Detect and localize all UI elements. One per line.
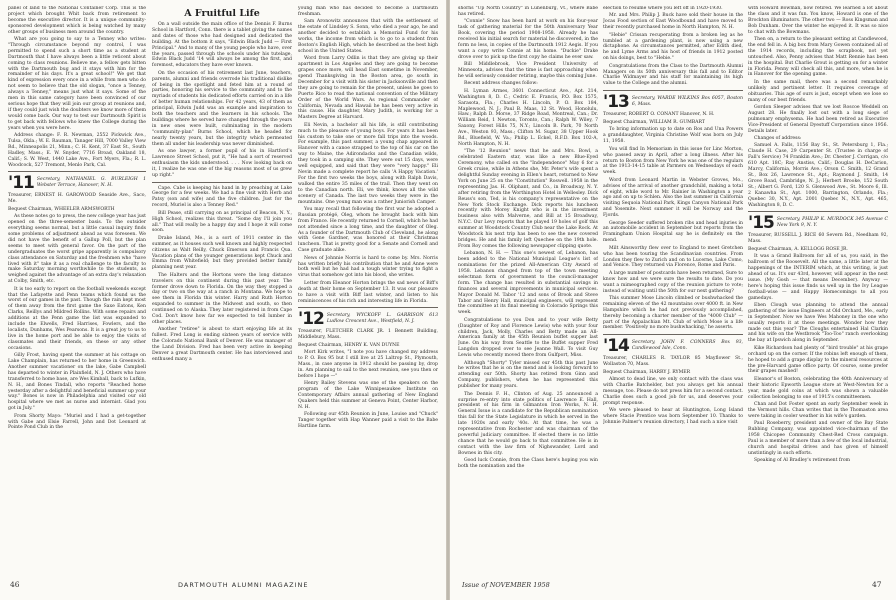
paragraph: It was a Grand Ballroom for all of us, you said, in the ballroom of the Roosevelt. All the same, a little later at the happenings of the INTERIM which, at this writing, is just ahead of us. It's our 43rd, however, will appear in the next issue. (My Gosh — that means December). Anyway — here's hoping this issue finds us well up in the Ivy League football-wise — and Happy Homecomings to all you gamedays. [748, 254, 888, 301]
paragraph: This summer Mose Lincoln climbed or bushwhacked the remaining eleven of the 42 mountains over 4000 ft. in New Hampshire which he had not previously accomplished, thereby becoming a charter member of the "4000 Club" — part of the Appalachian Mt. Club of which Mose is a life member. 'Positively no more bushwhacking,' he asserts. [603, 295, 743, 331]
class-secretary: Secretary, WARDE WILKINS Box 6057, Boston 6, Mass. [631, 96, 743, 107]
page-number-right: 47 [872, 580, 882, 589]
paragraph: Another "retiree" is about to start enjoying life at its fullest. Fred Long is ending sixteen years of service with the Colorado National Bank of Denver. He was manager of the Land Division. Fred has been very active in keeping Denver a great Dartmouth center. He has interviewed and enthused many a [152, 327, 292, 362]
paragraph: election to resume where you left off in 1920-1930. [603, 6, 723, 11]
divider [748, 211, 888, 212]
paragraph: Eleanor's of Boston, celebrating the 40th Anniversary of their historic Epworth League store at West-Newton for a year, made gold coins at which was shown a valuable collection belonging to one of 1915's committeemen. [748, 376, 888, 400]
paragraph: Recent address changes follow: [464, 81, 538, 87]
class-year: '12 [298, 309, 324, 330]
paragraph: Following our 45th Reunion in June, Louise and "Chuck" Tanger together with Hap Wanner paid a visit to the Babe Hartline farm. [298, 412, 438, 430]
class-year: '11 [8, 173, 34, 194]
class-bequest: Bequest Chairman, WHEELER ARMSWORTH [8, 206, 115, 212]
address-list: Samuel A. Falls, 1156 Bay St., St. Petersburg 1, Fla.; Claude H. Case, 29 Carpenter St. (Trustee in charge of Fall's Service) 74 Franklin Ave.; Dr. Chester J. Corrigan, c/o 610 Apt. 18C; Ray Anstiss, Calif.; Douglas H. DeCarion, Marcy, California, Morris Ave.; Orson C. Smith, 12 Grand St., Box 26, Lawrence St., Apt.; Raymond J. Smith, 14 Grove Road, Cambridge, N. J.; Herbert Brooke, 152 South St.; Albert G. Ford, 120 S. Glenwood Ave., St. Moore 6, Ill. 2 Kanawha St., Apt. 1000, Barrington, Orlando, Fla.; Quebec 30, N.Y., Apt. 2001 Quebec N., N.Y., Apt. 465, Washington 8, D. C. [748, 143, 888, 208]
paragraph: Chan and Dot Foster spent an early September week in the Vermont hills. Chan writes that in the Thomaston area were taking in cooler weather in his wife's garden. [748, 401, 888, 419]
class-bequest: Bequest Chairman, A. KELLOGG ROSE JR. [748, 246, 848, 252]
paragraph: Then on, a return to the pleasant setting at Candlewood, the end fell in. A big box from Mary Gowen contained all of the 1914 records, including the scrapbook, not yet untouched. Also, Penny advises that Matt Rennie has been in the hospital. But Charlie Grout is getting on for a winter in Florida. Penny will check all this, and more, when he is in Hanover for the opening game. [748, 37, 888, 78]
paragraph: Bill Middlebrook, Vice President University of Minnesota, advises that the time is fast approaching when he will seriously consider retiring, maybe this coming June. [458, 62, 598, 79]
left-column-1 [8, 6, 146, 572]
divider [298, 307, 438, 308]
class-secretary: Secretary, WYCKOFF L. GARRISON 613 Ludlow Crescent Ave., Westfield, N. J. [326, 313, 438, 324]
class-treasurer: Treasurer, RUSSELL J. RICE 60 Severn Rd., Needham 92, Mass. [748, 233, 888, 244]
paragraph: News of Johnnie Norris is hard to come by. Mrs. Norris has written briefly his contribution that he and Anne were both well but he had had a tough winter trying to fight a virus that somehow got into his blood, she writes. [298, 255, 438, 279]
paragraph: Although "Shorty" Tyler missed our 45th this past June he writes that he is on the mend and is looking forward to attending our 50th. Shorty has retired from Ginn and Company, publishers, when he has represented this publisher for many years. [458, 360, 598, 390]
class-header [8, 175, 146, 192]
paragraph: shorns "Up North Country" in Lunenburg, Vt., where Babe has retired. [458, 6, 598, 17]
class-year: '15 [748, 213, 774, 234]
paragraph: Kike Richardson had plenty of "bird trouble" at his grape orchard up on the corner. If the robins left enough of them, he hoped to add a grape display to the mineral resources at the pre-Harvard game office party. Of course, some prefer their grapes mashed! [748, 345, 888, 375]
class-header [298, 311, 438, 328]
class-year: '14 [603, 336, 629, 357]
class-year: '13 [603, 92, 629, 113]
paragraph: Henry Bailey Stevens was one of the speakers on the program of the Lake Winnipesaukee Institute on Contemporary Affairs annual gathering of New England Quakers held this summer at Geneva Point, Center Harbor, N. H. [298, 381, 438, 410]
class-bequest: Bequest Chairman, HENRY K. VAN DUYNE [298, 342, 400, 348]
paragraph: Lebanon, N. H. — This one's newest of, Lebanon, has been added to the National Municipal League's list of nominations for the prized All-American City Award of 1958. Lebanon changed from top of the town meeting selectman form of government to the council-manager form. The change has resulted in substantial savings in finances and several improvements in municipal services. Mayor Donald M. Tabor '12 and sons of Brook and Steve Tabor and Henry Hall, municipal engineers, will represent the committee at its final meeting in Colorado Springs this week. [458, 251, 598, 316]
paragraph: "Hebie" Crissan recuperating from a broken leg as he tumbled at a gardening plant, is now using a new dictaphone. As circumstances permitted, after Edith died, he and Lyme Arms and his host of friends in 1912 posted on his doings, best to "Hebie." [603, 32, 743, 62]
paragraph: George Seeder suffered broken ribs and head injuries in an automobile accident in September but reports from the Framingham Union Hospital say he is definitely on the mend. [603, 220, 743, 244]
class-bequest: Bequest Chairman, HARRY J. RYMER [603, 369, 691, 375]
paragraph: You will find In Memoriam in this issue for Linc Morton, who passed away in April, after a long illness. After his return to Boston from New York he was one of the regulars at the 1913-14-15 table at Parmers on Wednesdays of each week. [603, 146, 743, 176]
paragraph: Eli Nevin, a bachelor all his life, is still contributing much to the pleasure of young boys. For years it has been his custom to take one or more fall trips into the woods. For example, this past summer, a young chap appeared in Hanover with a canoe strapped to the top of his car on the way to Maine, the Adirondacks and the Canadian wilds, they took in a camping site. They were out 15 days, were well equipped, and said that they were "very happy." Eli Nevin made a complete report he calls 'A Happy Vacation.' For the first two weeks the boys, along with Ralph Davis, walked the entire 35 miles of the trail. Then they went on to the Canadian north. Eli, we think, knows all the wild scenery of Canada. The last two weeks they were in the mountains. One young man was a rather Juniorish Camper. [298, 122, 438, 205]
footer-magazine-title: DARTMOUTH ALUMNI MAGAZINE [178, 581, 309, 589]
paragraph: It is too early to report on the football weekends except that the Lafayette and Penn teams which found us the worst of our games in the past. Though the rain kept most of them away from the first game the Saxe Eatons, Ken Clarks, Reillys and Mildred Rollins. With some repairs and additions at the Penn game the list was expanded to include the Elwells, Fred Harrises, Fowlers, and the localists, Dunhams, Wes Pearsons. It is a great joy to us to live in the home port and be able to enjoy the visits of classmates and their friends, on these or any other occasions. [8, 286, 146, 351]
paragraph: Bill Pease, still carrying on as principal of Beacon, N. Y., High School, realizes this threat. "Some day I'll join you all." That will really be a happy day and I hope it will come soon. [152, 210, 292, 234]
left-column-2 [152, 6, 292, 572]
paragraph: Word from Leonard Martin in Webster Groves, Mo., advises of the arrival of another grandchild, making a total of eight, while word to Mr. Rainier in Washington a year ago and on up to Schlen. Also the last summer in California visiting Sequoia National Park, Kings Canyon National Park and Yosemite. Next summer it will be Norway and the Fjords. [603, 177, 743, 219]
divider [603, 90, 743, 91]
class-secretary: Secretary, NATHANIEL G. BURLEIGH 1 Webster Terrace, Hanover, N. H. [36, 177, 146, 189]
paragraph: Mr. and Mrs. Philip J. Buck have sold their house in the Jocas Food section of East Woodbound and have moved to their recently purchased home in North Hampton, N. H. [603, 13, 743, 31]
paragraph: Good luck Connie, from the Class here's hoping you win both the nomination and the [458, 458, 598, 469]
paragraph: To bring information up to date on Ros and Una Powers a granddaughter, Virginia Christine Wolf was born on July 11, 1958. [603, 127, 743, 145]
paragraph: Drake Island, Me., is a sort of 1911 center in the summer, as it houses such well known and highly respected citizens as Walt Reilly, Chuck Emerson and Francis Qua. Vacation plans of the younger generations kept Chuck and Emma from Whitefield; but they provided better family planning next year. [152, 235, 292, 271]
paragraph: young man who has decided to become a Dartmouth freshman. [298, 6, 438, 17]
paragraph: Gordon Sleeper advises that we lost Roscoe Weddell on August 28. He finally lost out with a long siege of pulmonary emphysema. He had been retired as Executive Vice-President of General Dyestuff Corporation since 1956. Details later. [748, 105, 888, 134]
paragraph: with Howard Bowman, now retired. We learned a lot about the class and it was fun. You know, Howard is one of the Brockton illuminators. The other two — Ross Kingsman and Bob Dunham. Over the winter he enjoyed it. It was so nice to chat with the Bowmans. [748, 6, 888, 35]
class-header [603, 338, 743, 355]
paragraph: Eben Clough was planning to attend the annual gathering of the issue Engineers at Old Orchard, Me., early in September. Now we have Wes Mahoney in the one who usually reports it at these meetings. Wonder how they made out this year? The Cloughs entertained Hal Clarkin and his wife on the Westbrook "Too-Too" ranch overlooking the bay at Ipswich along in September. [748, 302, 888, 344]
paragraph: Gilly Frost, having spent the summer at his cottage on Lake Champlain, has returned to her home in Greenwich. Another summer vacationer on the lake, Gabe Campbell has departed to winter in Plainfield, N. J. Others who have transferred to home base, are Wes Kimball, back to Lufkin, N. H., and Bones Tindall, who reports "Reached home yesterday after a delightful and beneficial summer up your way." Bones is now in Philadelphia and visited our old hospital where we met as nurse and internist. Glad you got in July." [8, 353, 146, 412]
paragraph: Letter from Eleanor Horton brings the sad news of Biff's death at their home on September 13. It was our pleasure to have a visit with Biff last winter, and listen to his reminiscences of his rich and interesting life in Florida. [298, 280, 438, 304]
class-bequest: Bequest Chairman, WILLIAM R. GUMBART [603, 119, 705, 125]
divider [152, 182, 292, 183]
paragraph: Milt Ainsworthy flew over to England to meet Gretchen who has been touring the Scandinavian countries. From London they flew to Zurich and on to Lucerne, Lake Como, and Venice. They returned via Florence, Rome and Paris. [603, 245, 743, 269]
paragraph: Word from Larry Odlin is that they are giving up their apartment in Los Angeles and they are going to become grapes once more, will head East sometime in November, spend Thanksgiving in the Boston area, go south in December for a visit with his sister in Jacksonville and then they are going to remain for the present, unless he goes to Puerto Rico to read the national convention of the Military Order of the World Wars. As regional Commander of California, Nevada and Hawaii he has been very active in this cause. His daughter, Mary Judith, is working for a Masters Degree at Harvard. [298, 56, 438, 121]
class-treasurer: Treasurer, ROBERT O. CONANT Hanover, N. H. [603, 112, 715, 118]
paragraph: The Dennis F. H., Clinton of Aug. 25 announced a surprise re-entry into state politics of Lawrence E. Hall, president of his firm in Gilmanton Iron Works, N. H. General Issue is a candidate for the Republican nomination this fall for the State Legislature in which he served in the late 1920s and early '40s. At that time, he was a representative from Rochester and was chairman of the powerful judiciary committee. If elected there is no little chance that he would go back to that committee. He is in contact with the law firm of Nighswander, Lord and Bownes in this city. [458, 391, 598, 456]
class-secretary: Secretary, JOHN F. CONNERS Box 93, Candlewood Isle, Conn. [631, 340, 743, 351]
article-title: A Fruitful Life [184, 8, 260, 19]
paragraph: As these notes go to press, the new college year has just opened on the three-semester basis. To the outsider everything seems normal, but a little casual inquiry finds some problems of adjustment ahead as was foreseen. We did not have the benefit of a Gallup Poll, but the plan seems to meet with general favor. On the part of the undergraduates the worst gripe apparently is compulsory class attendance on Saturday and the freshmen who "have lived with it" take it as a real challenge to the faculty to make Saturday morning worthwhile to the students, as weighed against the advantage of an extra day's relaxation at Colby, Smith, etc. [8, 214, 146, 285]
paragraph: panel of land to the National Container Corp. This is the project which brought Whit back from retirement to become the executive director. It is a unique community-sponsored development which is being watched by many other groups of business men around the country. [8, 6, 146, 35]
divider [603, 334, 743, 335]
paragraph: You may recall that following the first war he adopted a Russian protégé, Oleg, whom he brought back with him from France. He recently returned to Cornell, which he had not attended since a long time, and the daughter of Oleg. As a founder of the Dartmouth Club of Cleveland, he along with Gene Gardner, was honored at their Christmas luncheon. That is pretty good for a Senate and Cornell and Case graduate alike. [298, 206, 438, 254]
paragraph: In the same mail, there was a second remarkably unlikely and pertinent letter. It requires coverage of obituaries. This age of ours is just, except when we lose so many of our best friends. [748, 79, 888, 103]
left-page [0, 0, 446, 600]
paragraph: The Halters and the Hortons were the long distance travelers on this continent during this past year. The former drove down to Florida. On the way they stopped a day or two on the way at a ranch in Montana. We hope to see them in Florida this winter. Harry and Ruth Horton expanded to summer in the Midwest and south, so then continued on to Alaska. They later registered in from Cape Cod. Don't know how far we expected to tell lumber in other places. [152, 272, 292, 325]
class-header [748, 215, 888, 232]
right-column-2 [603, 6, 743, 572]
paragraph: Changes of address: [754, 136, 802, 142]
class-secretary: Secretary, PHILIP K. MURDOCK 345 Avenue C New York 9, N. Y. [776, 217, 888, 228]
paragraph: Cape. Cabe is keeping his hand in by preaching at Lake George for a few weeks. We had a fine visit with Herb and Patsy (son and wife) and the five children. Just for the record, Muriel is also a Tenney Red." [152, 185, 292, 209]
address-list: Address change: F. R. Newman, 2552 Pickwick Ave., Tulsa, Okla.; W. E. Rauman, Tanager Hill, 7000 Valley View Rd., Minneapolis 21, Minn.; C. H. Kent, 37 East St., South Hadley, Mass.; E. W. Snyder, 7716 Broad, Oakland 18, Calif.; S. W. West, 1440 Lake Ave., Fort Myers, Fla.; R. L. Woodcock, 527 Tremont, Menlo Park, Cal. [8, 133, 146, 168]
paragraph: Speaking of Al Bradley's retirement from [754, 458, 850, 464]
paragraph: Sam Aronowitz announces that with the settlement of the estate of Lindsley S. Sonn, who died a year ago, he and another decided to establish a Memorial Fund for his works, the income from which is to go to a student from Boston's English High, which he described as the best high school in the United States. [298, 19, 438, 54]
paragraph: On the occasion of his retirement last June, teachers, parents, alumni and friends overrode his traditional dislike of being in the spotlight and feted him at a round of parties, honoring his service to the community and to the myriads of students his dedicated efforts carried on in a life of better human relationships. For 42 years, 43 of them as principal, Edwin Judd was an example and inspiration to both the teachers and the learners in his schools. The buildings where he served have changed through the years in new ones were built, culminating in the modern "community-plan" Burns School, which he headed for nearly twenty years, but the integrity which permeated them all under his leadership was never diminished. [152, 70, 292, 147]
paragraph: "The '12 Reunion" news that he and Mrs. Bowl, a celebrated Eastern star, was like a new Blue-Eyed Ceremony, who called on the "Independence" May 6 for a Greek cruise, while in Athens she, Mr. Peter's wife spent a delightful Sunday evening in Ellen's heart, returned to New York on June 25 on the "Constitution" Roswell. 1958 in the representing Jas. H. Oliphant, and Co., in Broadway, N. Y. after retiring from the Worthington Hotel in Wellesley. Dick Reuss's son, Ted, is his company's representative on the New York Stock Exchange. Dick reports his luncheon recently with Morey Knight who is in the investment business also with Malverne, and Bill at 15 Broadway, N.Y.C. Our Levy reports that he played 19 holes of golf this summer at Woodstock Country Club near the Lake Rock. At Woodstock his next trip has been to see the new covered bridges. He and his family left Quechee on the 19th hole. From Roy comes the following newspaper clipping quote. [458, 149, 598, 249]
class-treasurer: Treasurer, CHARLES R. TAYLOR 85 Mayflower St., Wollaston 70, Mass. [603, 356, 743, 367]
paragraph: As one lawyer, a former pupil of his in Hartford's Lawrence Street School, put it, "He had a sort of reserved enthusiasm the kids understood. . . . Now looking back on it, I realize he was one of the big reasons most of us grew up right." [152, 149, 292, 178]
right-page [450, 0, 896, 600]
paragraph: What are you going to say to a Tenney who writes: "Through circumstance beyond my control, I was permitted to spend such a short time as a student at Dartmouth that I have always been a little reticent about coming to class reunions. Believe me, a fellow gets bitten with the Dartmouth bug and it stays with him for the remainder of his days. It's a great school!" We get that kind of expression every once in a while from men who do not seem to believe that the old slogan, "once a Tenney, always a Tenney," means just what it says. Some of the men in this same category have been convinced of our serious hope that they will join our group at reunions and, if they could just wish the doubters we know more of them would come back. Our way to test our Dartmouth Spirit is to get back with fellows who knew the College during the years when you were here. [8, 37, 146, 131]
divider [8, 171, 146, 172]
page-number-left: 46 [10, 580, 20, 589]
left-column-3 [298, 6, 438, 572]
issue-label: Issue of NOVEMBER 1958 [462, 581, 550, 589]
paragraph: A large number of postcards have been returned, Sure to know how and we were sure the results to date. Do you want a mimeographed copy of the reunion picture to vote; instead of waiting until the 50th for our next gathering? [603, 270, 743, 294]
class-treasurer: Treasurer, FLETCHER CLARK JR. 1 Bennett Building, Middlebury, Mass. [298, 329, 438, 340]
paragraph: Almost to dead line, we only contact with the class was with Charlie Batchelder, but you always get his annual message, too. Please do not press him for a second contact. Charlie does such a good job for us, and deserves your prompt response. [603, 377, 743, 406]
paragraph: "Connie" Snow has been hard at work on his four-year task of gathering material for the 50th Anniversary Year Book, covering the period 1908-1958. Already he has received his initial search for material he discovered, in the form no less, in copies of the Dartmouth 1912 Aegis. If you want a copy write Connie at his home. "Duckie" Drake drove over to pick up the first copy he claims he ever saw. [458, 19, 598, 60]
right-column-3 [748, 6, 888, 572]
paragraph: From Shorty Mayo: "Muriel and I had a get-together with Gabe and Elsie Farrell, John and Dot Leonard at Pointe Pond Club in the [8, 413, 146, 431]
address-list: H. Lyman Armes, 3601 Connecticut Ave., Apt. 214, Washington 8, D. C.; Cedric E. Francis, P.O. Box 1575, Sarasota, Fla.; Charles H. Lincoln, P. O. Box 184, Maplewood, N. J.; Paul B. Maas, 12 St. Wood, Honolulu, Haw.; Ralph D. Morse, 37 Ridge Road, Montreal, Can.; Dr. William Reid, 1 Newton, Toronto, Can.; Ralph W. Wiley, 7 Saxony, Forest Hills 75, N.Y.; Lincoln B. Park, 70 North Ave., Weston 93, Mass.; Clifton M. Sugar, 38 Upper Hook Rd., Bluefield, W. Va.; Philip L. Eckel, R.F.D. Box 102-A, North Hampton, N. H. [458, 88, 598, 147]
paragraph: Congratulations to you Don and to your wife Betty (Daughter of Roy and Florence Lewis) who with your four children, Jack, Molly, Charles and Betty made an All-American family at the 45th Reunion buffet supper last June. On his way from Seattle to the Buffet supper Fred Langdon dropped over to see Jeanne Wall. To visit Guy Lewis who recently moved there from Gulfport, Miss. [458, 317, 598, 359]
paragraph: Paul Roseberry, president and owner of the Bay State Rubbing Company, was appointed vice-chairman of the 1958 Chicopee Community Chest-Red Cross campaign. Paul is a member of more than a few of the local industrial, church and hospital drives and has given of himself unstintingly in such efforts. [748, 421, 888, 456]
class-treasurer: Treasurer, ERNEST H. GAROWOOD Seaside Ave., Saco, Me. [8, 193, 146, 205]
paragraph: Congratulations from the Class to the Dartmouth Alumni Managers on its 50th anniversary this fall and to Editor Charlie Widmayer and his staff for maintaining its high value to the College and the alumni. [603, 63, 743, 87]
paragraph: We were pleased to hear at Huntington, Long Island where Stacie Prentice was born September 10. Thanks to Johnnie Palmer's reunion directory, I had such a nice visit [603, 408, 743, 425]
class-header [603, 94, 743, 111]
right-column-1 [458, 6, 598, 572]
paragraph: Mort Kirk writes, "I note you have changed my address to P. O. Box 95 but I still live at 25 Laltrop St., Plymouth, Mass., in case anyone in 1912 should be passing by, drop in. Am planning to sail to the next reunion, see you then or before I hope —" [298, 350, 438, 379]
paragraph: On a wall outside the main office of the Dennis F. Burns School in Hartford, Conn. there is a tablet giving the names and dates of those who had designed and dedicated the building. At the bottom it says, "Edwin Black Judd — First Principal." And to many of the young people who have, over the years, passed through the schools under his tutelage, Edwin Black Judd '14 will always be among the first, and foremost, educators they have ever known. [152, 22, 292, 69]
